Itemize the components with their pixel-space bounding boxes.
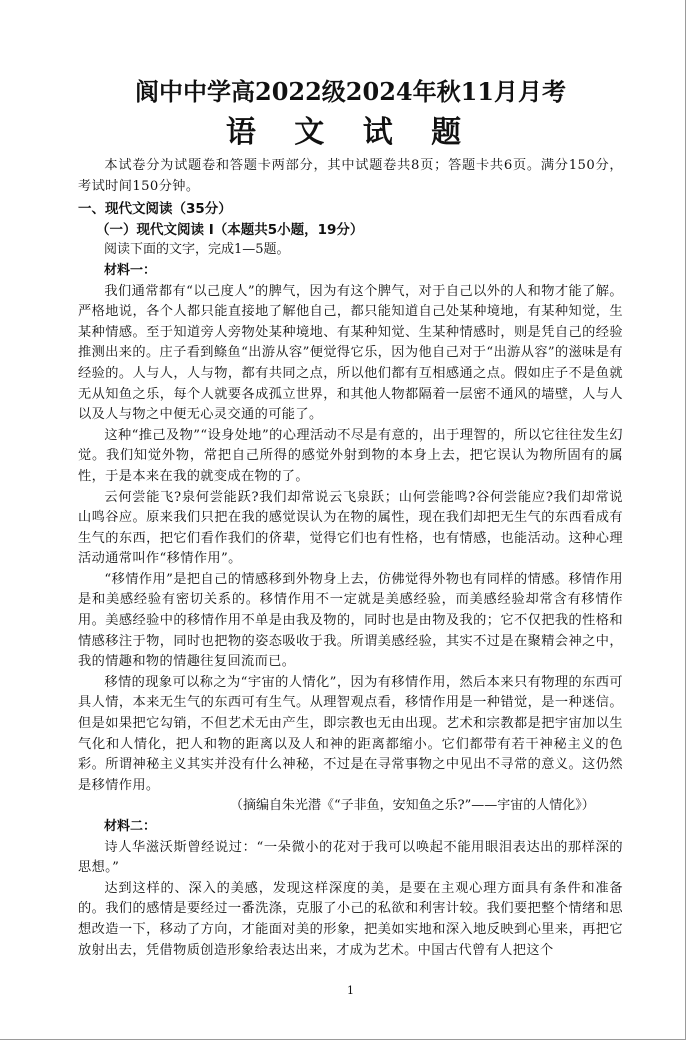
material-1-text (78, 282, 623, 797)
paragraph: 诗人华滋沃斯曾经说过：“一朵微小的花对于我可以唤起不能用眼泪表达出的那样深的思想。” (78, 839, 623, 876)
material-1-label: 材料一： (104, 262, 157, 278)
paragraph: 我们通常都有“以己度人”的脾气，因为有这个脾气，对于自己以外的人和物才能了解。严格地说，各个人都只能直接地了解他自己，都只能知道自己处某种境地，有某种知觉，生某种情感。至于知道旁人旁物处某种境地、有某种知觉、生某种情感时，则是凭自己的经验推测出来的。庄子看到鲦鱼“出游从容”便觉得它乐，因为他自己对于“出游从容”的滋味是有经验的。人与人，人与物，都有共同之点，所以他们都有互相感通之点。假如庄子不是鱼就无从知鱼之乐，每个人就要各成孤立世界，和其他人物都隔着一层密不通风的墙壁，人与人以及人与物之中便无心灵交通的可能了。 (78, 283, 623, 423)
material-2-text (78, 838, 623, 962)
exam-intro (78, 156, 623, 197)
section-heading: 一、现代文阅读（35分） (78, 201, 232, 218)
material-1-source: （摘编自朱光潜《“子非鱼，安知鱼之乐?”——宇宙的人情化》） (230, 798, 595, 814)
paragraph: “移情作用”是把自己的情感移到外物身上去，仿佛觉得外物也有同样的情感。移情作用是和美感经验有密切关系的。移情作用不一定就是美感经验，而美感经验却常含有移情作用。美感经验中的移情作用不单是由我及物的，同时也是由物及我的；它不仅把我的性格和情感移注于物，同时也把物的姿态吸收于我。所谓美感经验，其实不过是在聚精会神之中，我的情趣和物的情趣往复回流而已。 (78, 571, 623, 670)
intro-paragraph: 本试卷分为试题卷和答题卡两部分，其中试题卷共8页；答题卡共6页。满分150分，考试时间150分钟。 (78, 158, 623, 194)
subsection-heading: （一）现代文阅读 Ⅰ（本题共5小题，19分） (96, 221, 364, 238)
page-number: 1 (347, 984, 354, 998)
subject-title: 语 文 试 题 (225, 115, 476, 150)
paragraph: 移情的现象可以称之为“宇宙的人情化”，因为有移情作用，然后本来只有物理的东西可具人情，本来无生气的东西可有生气。从理智观点看，移情作用是一种错觉，是一种迷信。但是如果把它勾销，不但艺术无由产生，即宗教也无由出现。艺术和宗教都是把宇宙加以生气化和人情化，把人和物的距离以及人和神的距离都缩小。它们都带有若干神秘主义的色彩。所谓神秘主义其实并没有什么神秘，不过是在寻常事物之中见出不寻常的意义。这仍然是移情作用。 (78, 674, 623, 793)
paragraph: 达到这样的、深入的美感，发现这样深度的美，是要在主观心理方面具有条件和准备的。我们的感情是要经过一番洗涤，克服了小己的私欲和利害计较。我们要把整个情绪和思想改造一下，移动了方向，才能面对美的形象，把美如实地和深入地反映到心里来，再把它放射出去，凭借物质创造形象给表达出来，才成为艺术。中国古代曾有人把这个 (78, 880, 623, 958)
reading-instruction: 阅读下面的文字，完成1—5题。 (104, 242, 290, 258)
material-2-label: 材料二： (104, 819, 157, 834)
exam-title: 阆中中学高2022级2024年秋11月月考 (135, 77, 566, 106)
paragraph: 这种“推己及物”“设身处地”的心理活动不尽是有意的，出于理智的，所以它往往发生幻觉。我们知觉外物，常把自己所得的感觉外射到物的本身上去，把它误认为物所固有的属性，于是本来在我的就变成在物的了。 (78, 427, 623, 484)
paragraph: 云何尝能飞?泉何尝能跃?我们却常说云飞泉跃；山何尝能鸣?谷何尝能应?我们却常说山鸣谷应。原来我们只把在我的感觉误认为在物的属性，现在我们却把无生气的东西看成有生气的东西，把它们看作我们的侪辈，觉得它们也有性格，也有情感，也能活动。这种心理活动通常叫作“移情作用”。 (78, 489, 623, 567)
